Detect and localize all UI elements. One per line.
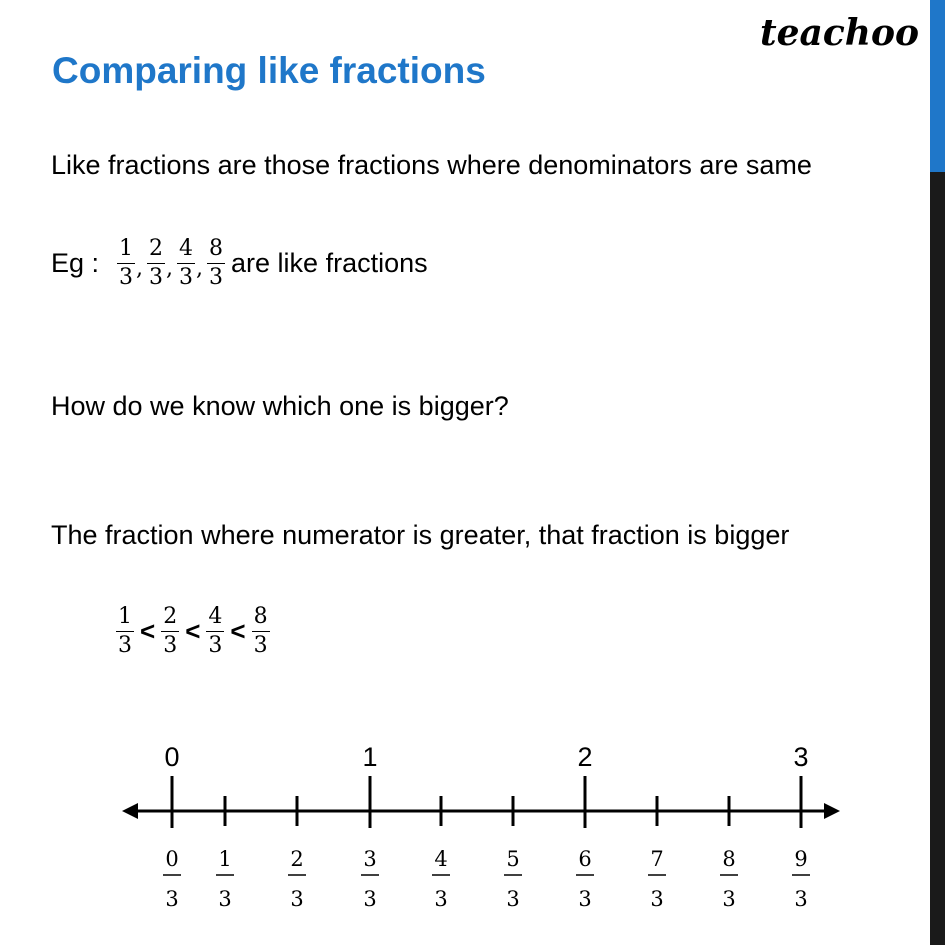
brand-logo: teachoo (760, 12, 919, 54)
example-fraction: $\frac{1}{3}$ (119, 236, 134, 290)
comparison-fraction: $\frac{4}{3}$ (208, 604, 223, 658)
comparison-fraction: $\frac{8}{3}$ (253, 604, 268, 658)
whole-number-label: 3 (793, 742, 809, 772)
comparison-fraction: $\frac{1}{3}$ (118, 604, 132, 658)
definition-text: Like fractions are those fractions where denominators are same (51, 150, 812, 180)
question-text: How do we know which one is bigger? (51, 391, 509, 421)
example-suffix: are like fractions (231, 247, 428, 278)
example-prefix: Eg : (51, 247, 100, 278)
tick-denominator: 3 (506, 887, 520, 911)
left-arrow-icon (122, 803, 138, 819)
tick-numerator: 8 (722, 847, 736, 871)
tick-denominator: 3 (434, 887, 448, 911)
tick-denominator: 3 (218, 887, 232, 911)
comma: , (136, 255, 144, 281)
tick-denominator: 3 (363, 887, 377, 911)
tick-denominator: 3 (290, 887, 304, 911)
whole-number-label: 1 (362, 742, 378, 772)
example-fraction: $\frac{4}{3}$ (179, 236, 194, 290)
tick-numerator: 2 (290, 847, 304, 871)
tick-denominator: 3 (794, 887, 808, 911)
example-fraction: $\frac{8}{3}$ (209, 236, 224, 290)
less-than-sign: < (185, 615, 201, 646)
tick-numerator: 9 (794, 847, 808, 871)
less-than-sign: < (230, 615, 246, 646)
whole-number-label: 0 (164, 742, 180, 772)
tick-denominator: 3 (722, 887, 736, 911)
whole-number-label: 2 (577, 742, 593, 772)
tick-denominator: 3 (578, 887, 592, 911)
comma: , (196, 255, 204, 281)
right-arrow-icon (824, 803, 840, 819)
tick-numerator: 1 (218, 847, 232, 871)
tick-numerator: 6 (578, 847, 592, 871)
less-than-sign: < (140, 615, 156, 646)
page-title: Comparing like fractions (52, 50, 486, 91)
tick-numerator: 7 (650, 847, 664, 871)
example-fraction: $\frac{2}{3}$ (149, 236, 164, 290)
tick-numerator: 4 (434, 847, 448, 871)
comparison-fraction: $\frac{2}{3}$ (163, 604, 178, 658)
tick-denominator: 3 (165, 887, 179, 911)
answer-text: The fraction where numerator is greater, that fraction is bigger (51, 520, 790, 550)
tick-denominator: 3 (650, 887, 664, 911)
comma: , (166, 255, 174, 281)
tick-numerator: 5 (506, 847, 520, 871)
tick-numerator: 0 (165, 847, 179, 871)
tick-numerator: 3 (363, 847, 377, 871)
